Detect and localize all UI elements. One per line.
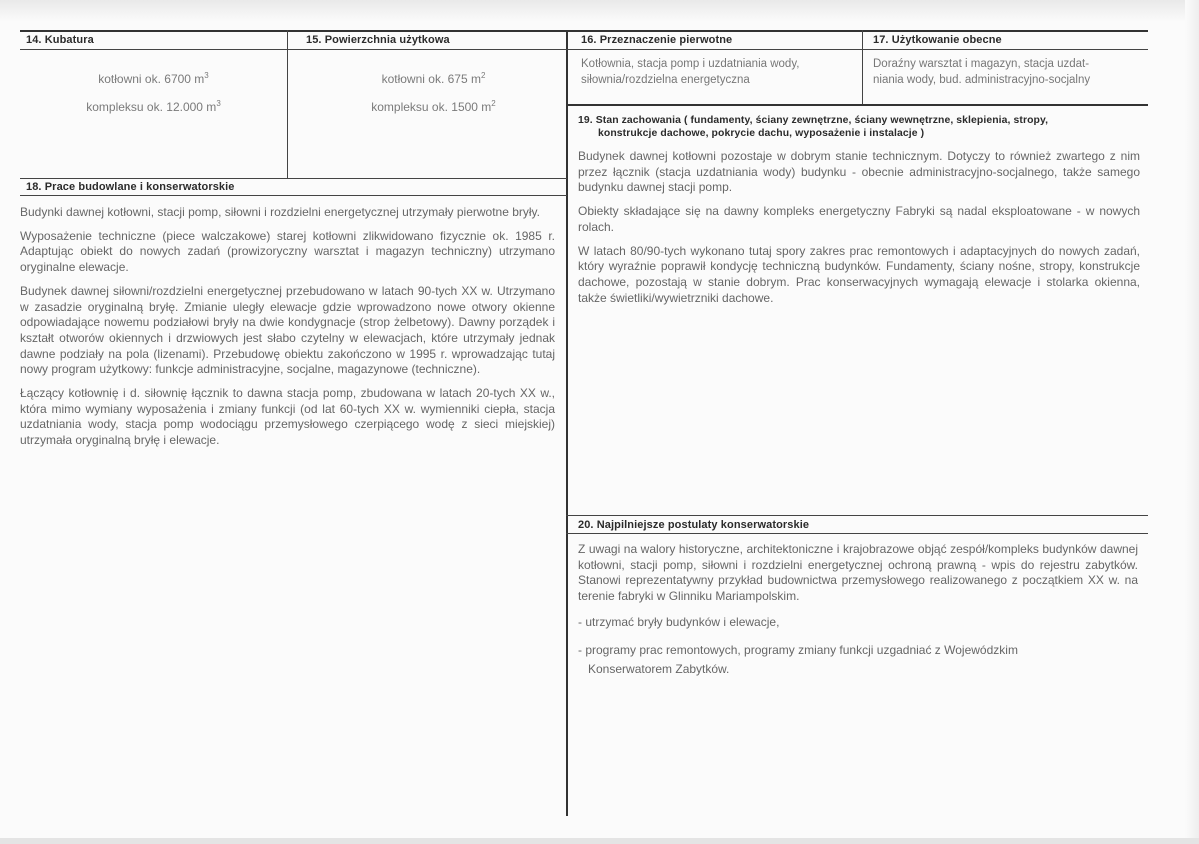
postulat-item-2: - programy prac remontowych, programy zmiany funkcji uzgadniać z Wojewódzkim xyxy=(578,642,1018,657)
postulat-item-1: - utrzymać bryły budynków i elewacje, xyxy=(578,614,780,629)
section-16-header: 16. Przeznaczenie pierwotne xyxy=(581,34,733,46)
stan-paragraph: Budynek dawnej kotłowni pozostaje w dobrym stanie technicznym. Dotyczy to również zwartego z nim przez łącznik (stacja uzdatniania wody) budynku - obecnie administracyjno-socjalnego, także samego budynku dawnej stacji pomp. xyxy=(578,149,1140,195)
powierzchnia-kompleksu-text: kompleksu ok. 1500 m xyxy=(371,100,492,114)
kubatura-kotlowni xyxy=(26,69,281,86)
divider-14-15 xyxy=(287,30,288,178)
section-15-powierzchnia xyxy=(306,34,561,114)
section-19-stan xyxy=(578,115,1140,314)
stan-paragraph: W latach 80/90-tych wykonano tutaj spory zakres prac remontowych i adaptacyjnych do nowych zadań, który wyraźnie poprawił kondycję techniczną budynków. Fundamenty, ściany nośne, stropy, konstrukcje dachowe, pozostają w stanie dobrym. Prac konserwacyjnych wymagają elewacje i stolarka okienna, także świetliki/wywietrzniki dachowe. xyxy=(578,243,1140,305)
powierzchnia-kotlowni-text: kotłowni ok. 675 m xyxy=(381,72,481,86)
scan-top-edge xyxy=(0,0,1199,22)
powierzchnia-kompleksu-unit-exp: 2 xyxy=(491,99,496,108)
scan-bottom-edge xyxy=(0,838,1199,844)
prace-paragraph: Łączący kotłownię i d. siłownię łącznik to dawna stacja pomp, zbudowana w latach 20-tych XX w., która mimo wymiany wyposażenia i zmiany funkcji (od lat 60-tych XX w. wymienniki ciepła, stacja uzdatniania wody, stacja pomp wodociągu przemysłowego czerpiącego wodę z sieci miejskiej) utrzymała oryginalną bryłę i elewacje. xyxy=(20,386,555,448)
przeznaczenie-line-2: siłownia/rozdzielna energetyczna xyxy=(581,74,750,86)
uzytkowanie-line-1: Doraźny warsztat i magazyn, stacja uzdat- xyxy=(873,58,1090,70)
section-18-header: 18. Prace budowlane i konserwatorskie xyxy=(26,181,235,193)
przeznaczenie-line-1: Kotłownia, stacja pomp i uzdatniania wody, xyxy=(581,58,800,70)
divider-16-17 xyxy=(862,30,863,104)
prace-paragraph: Budynki dawnej kotłowni, stacji pomp, siłowni i rozdzielni energetycznej utrzymały pierwotne bryły. xyxy=(20,205,541,219)
kubatura-kompleksu-text: kompleksu ok. 12.000 m xyxy=(86,100,217,114)
section-19-header-line-1: 19. Stan zachowania ( fundamenty, ściany zewnętrzne, ściany wewnętrzne, sklepienia, stropy, xyxy=(578,115,1049,126)
section-20-header: 20. Najpilniejsze postulaty konserwatorskie xyxy=(578,519,810,531)
divider-top-20 xyxy=(566,515,1148,516)
divider-top-18 xyxy=(20,178,567,179)
kubatura-kotlowni-unit-exp: 3 xyxy=(204,71,209,80)
section-14-kubatura xyxy=(26,34,281,114)
section-15-header: 15. Powierzchnia użytkowa xyxy=(306,34,450,46)
powierzchnia-kotlowni xyxy=(306,69,561,86)
stan-paragraph: Obiekty składające się na dawny kompleks energetyczny Fabryki są nadal eksploatowane - w nowych rolach. xyxy=(578,204,1140,234)
powierzchnia-kotlowni-unit-exp: 2 xyxy=(480,71,486,80)
divider-top-19 xyxy=(566,104,1148,106)
section-16-przeznaczenie xyxy=(581,34,857,88)
form-top-border xyxy=(20,30,1148,32)
uzytkowanie-line-2: niania wody, bud. administracyjno-socjalny xyxy=(873,74,1091,86)
section-20-postulaty xyxy=(578,519,1138,690)
form-center-divider xyxy=(566,30,568,816)
prace-paragraph: Budynek dawnej siłowni/rozdzielni energetycznej przebudowano w latach 90-tych XX w. Utrzymano w zasadzie oryginalną bryłę. Zmianie uległy elewacje gdzie wprowadzono nowe otwory okienne odpowiadające nowemu podziałowi bryły na dwie kondygnacje (strop żelbetowy). Dawny porządek i kształt otworów okiennych i drzwiowych jest słabo czytelny w elewacjach, które utrzymały jednak dawne podziały na pola (lizenami). Przebudowę obiektu zakończono w 1995 r. wprowadzając tutaj nowy program użytkowy: funkcje administracyjne, socjalne, magazynowe (techniczne). xyxy=(20,283,555,377)
kubatura-kotlowni-text: kotłowni ok. 6700 m xyxy=(98,72,205,86)
scan-right-edge xyxy=(1185,0,1199,844)
prace-paragraph: Wyposażenie techniczne (piece walczakowe) starej kotłowni zlikwidowano fizycznie ok. 1985 r. Adaptując obiekt do nowych zadań (prowizoryczny warsztat i magazyn techniczny) utrzymano oryginalne elewacje. xyxy=(20,228,555,275)
postulat-item-2-continued: Konserwatorem Zabytków. xyxy=(588,662,730,677)
section-14-header: 14. Kubatura xyxy=(26,34,94,46)
postulaty-paragraph: Z uwagi na walory historyczne, architektoniczne i krajobrazowe objąć zespół/kompleks budynków dawnej kotłowni, stacji pomp, siłowni i rozdzielni energetycznej ochroną prawną - wpis do rejestru zabytków. Stanowi reprezentatywny przykład budownictwa przemysłowego realizowanego z początkiem XX w. na terenie fabryki w Glinniku Mariampolskim. xyxy=(578,542,1138,604)
powierzchnia-kompleksu xyxy=(306,97,561,114)
section-19-header-line-2: konstrukcje dachowe, pokrycie dachu, wyposażenie i instalacje ) xyxy=(598,128,925,139)
section-17-uzytkowanie xyxy=(873,34,1145,88)
section-18-prace xyxy=(20,181,562,457)
section-17-header: 17. Użytkowanie obecne xyxy=(873,34,1002,46)
kubatura-kompleksu xyxy=(26,97,281,114)
kubatura-kompleksu-unit-exp: 3 xyxy=(216,99,221,108)
